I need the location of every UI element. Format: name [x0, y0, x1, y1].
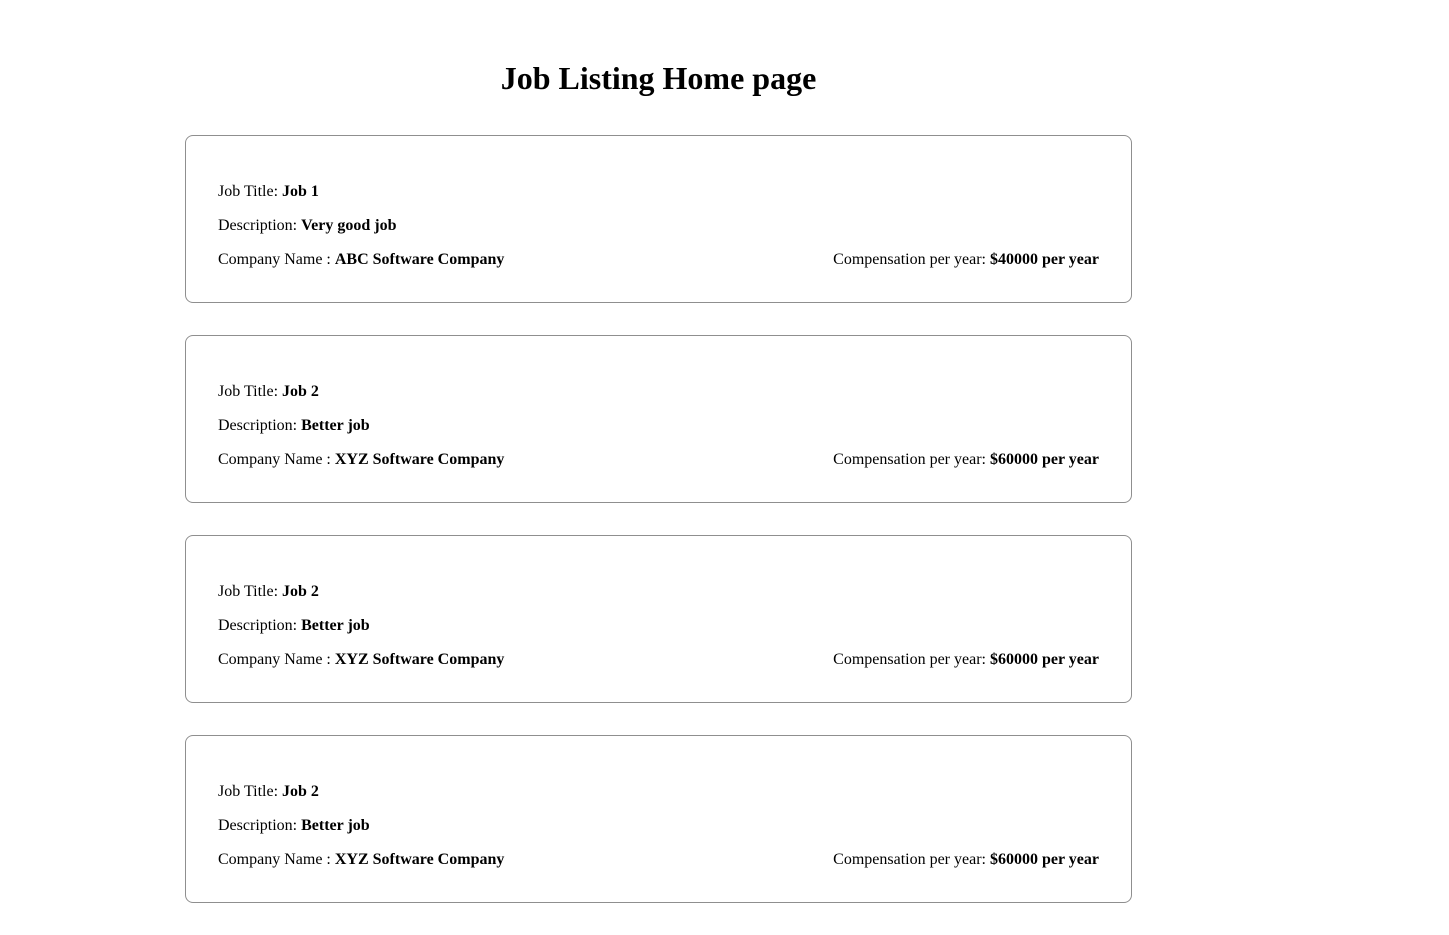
job-title-label: Job Title:: [218, 783, 283, 800]
job-title-label: Job Title:: [218, 583, 283, 600]
compensation-value: $60000 per year: [989, 651, 1099, 668]
job-card: [185, 735, 1132, 903]
compensation-label: Compensation per year:: [833, 251, 990, 268]
company-field: [218, 650, 504, 670]
description-value: Better job: [301, 417, 370, 434]
description-row: [218, 816, 1099, 836]
job-list: [185, 135, 1132, 935]
compensation-label: Compensation per year:: [833, 651, 990, 668]
company-compensation-row: [218, 650, 1099, 670]
company-compensation-row: [218, 450, 1099, 470]
company-name-value: XYZ Software Company: [334, 851, 505, 868]
job-card: [185, 535, 1132, 703]
company-name-label: Company Name :: [218, 651, 335, 668]
description-row: [218, 616, 1099, 636]
description-label: Description:: [218, 817, 302, 834]
job-title-row: [218, 182, 1099, 202]
job-card: [185, 135, 1132, 303]
job-title-row: [218, 782, 1099, 802]
description-row: [218, 216, 1099, 236]
company-compensation-row: [218, 850, 1099, 870]
job-title-label: Job Title:: [218, 383, 283, 400]
compensation-value: $60000 per year: [989, 451, 1099, 468]
compensation-label: Compensation per year:: [833, 851, 990, 868]
job-title-value: Job 2: [282, 583, 319, 600]
description-label: Description:: [218, 217, 302, 234]
job-title-value: Job 2: [282, 383, 319, 400]
compensation-value: $60000 per year: [989, 851, 1099, 868]
description-row: [218, 416, 1099, 436]
job-title-row: [218, 382, 1099, 402]
compensation-label: Compensation per year:: [833, 451, 990, 468]
company-compensation-row: [218, 250, 1099, 270]
company-name-label: Company Name :: [218, 251, 335, 268]
compensation-field: [833, 450, 1099, 470]
company-name-value: XYZ Software Company: [334, 451, 505, 468]
compensation-field: [833, 250, 1099, 270]
job-title-value: Job 1: [282, 183, 319, 200]
company-field: [218, 450, 504, 470]
description-value: Better job: [301, 617, 370, 634]
description-value: Better job: [301, 817, 370, 834]
description-label: Description:: [218, 617, 302, 634]
company-name-value: XYZ Software Company: [334, 651, 505, 668]
compensation-field: [833, 650, 1099, 670]
job-card: [185, 335, 1132, 503]
description-value: Very good job: [301, 217, 397, 234]
company-name-label: Company Name :: [218, 851, 335, 868]
job-title-value: Job 2: [282, 783, 319, 800]
description-label: Description:: [218, 417, 302, 434]
job-title-label: Job Title:: [218, 183, 283, 200]
compensation-field: [833, 850, 1099, 870]
company-field: [218, 850, 504, 870]
company-name-label: Company Name :: [218, 451, 335, 468]
compensation-value: $40000 per year: [989, 251, 1099, 268]
page-title: Job Listing Home page: [500, 60, 817, 96]
company-field: [218, 250, 504, 270]
company-name-value: ABC Software Company: [334, 251, 505, 268]
job-title-row: [218, 582, 1099, 602]
